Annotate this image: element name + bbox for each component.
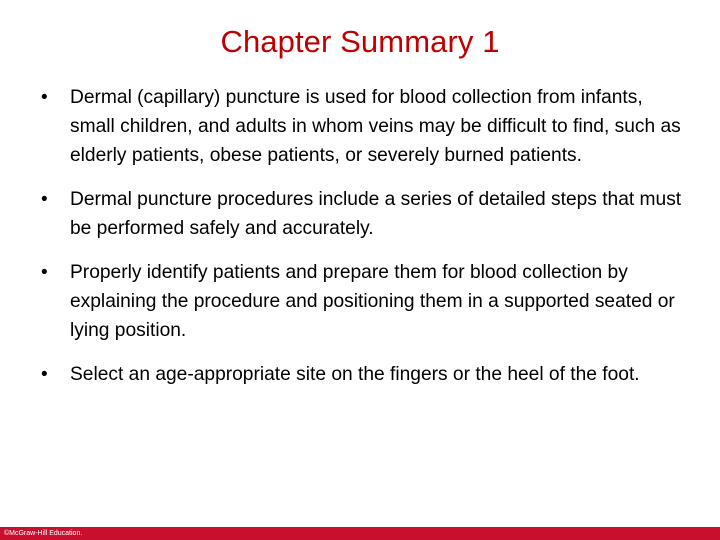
bullet-marker: • bbox=[41, 87, 48, 108]
bullet-text: Dermal (capillary) puncture is used for blood collection from infants, small children, and adults in whom veins may be difficult to find, such as elderly patients, obese patients, or severely burned patients. bbox=[70, 87, 681, 166]
bullet-text: Properly identify patients and prepare them for blood collection by explaining the procedure and positioning them in a supported seated or lying position. bbox=[70, 262, 675, 341]
summary-bullet-item bbox=[36, 185, 686, 243]
summary-bullet-item bbox=[36, 258, 686, 345]
bullet-marker: • bbox=[41, 364, 48, 385]
footer-bar bbox=[0, 527, 720, 540]
summary-bullet-item bbox=[36, 83, 686, 170]
copyright-notice: ©McGraw-Hill Education. bbox=[4, 530, 83, 537]
bullet-text: Select an age-appropriate site on the fingers or the heel of the foot. bbox=[70, 364, 640, 385]
summary-bullet-item bbox=[36, 360, 686, 389]
slide-title: Chapter Summary 1 bbox=[220, 24, 500, 59]
bullet-marker: • bbox=[41, 189, 48, 210]
bullet-text: Dermal puncture procedures include a series of detailed steps that must be performed safely and accurately. bbox=[70, 189, 682, 239]
bullet-marker: • bbox=[41, 262, 48, 283]
summary-bullet-list bbox=[36, 83, 686, 404]
